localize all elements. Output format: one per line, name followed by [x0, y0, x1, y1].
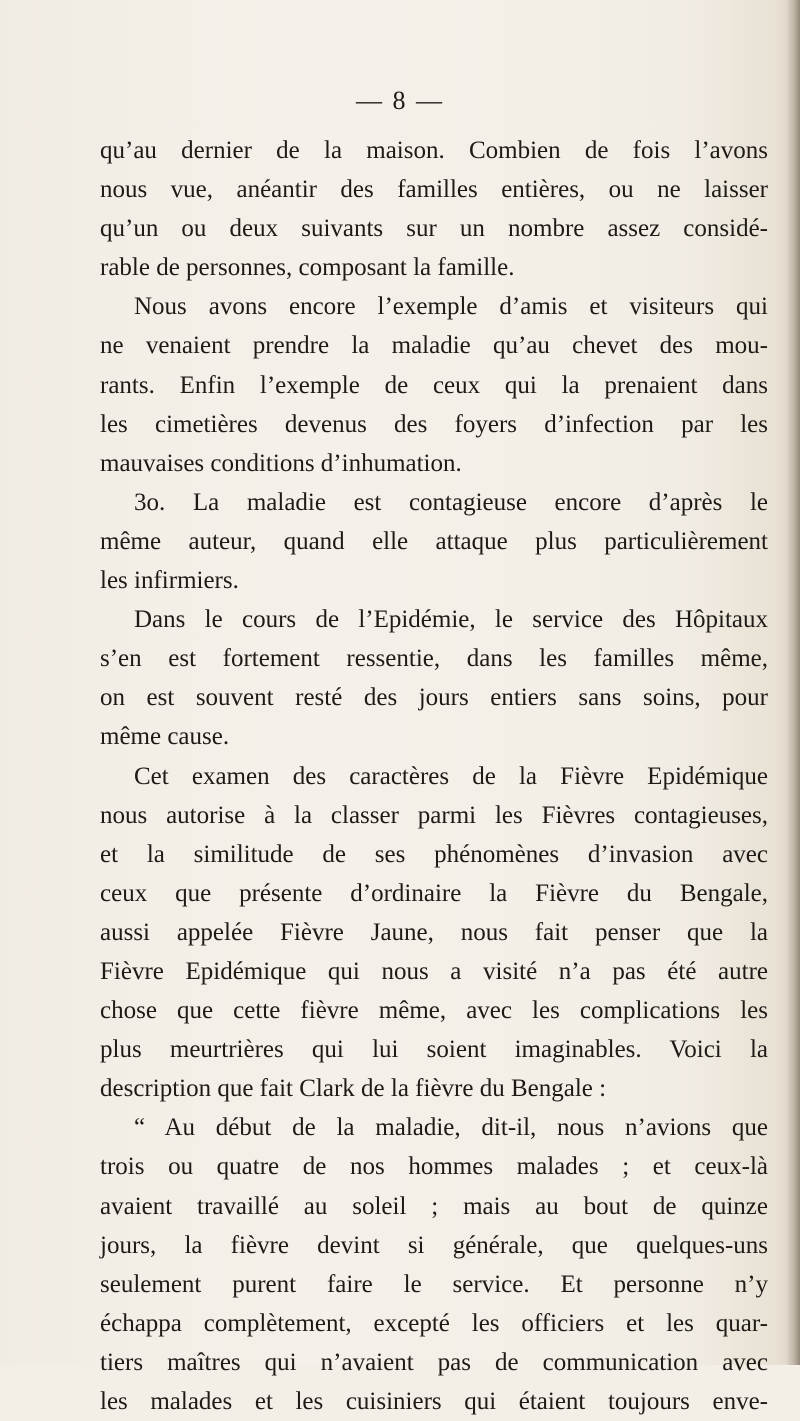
text-line: aussi appelée Fièvre Jaune, nous fait penser que la: [100, 918, 768, 946]
text-line: s’en est fortement ressentie, dans les familles même,: [100, 645, 768, 673]
text-line: nous vue, anéantir des familles entières, ou ne laisser: [100, 176, 768, 204]
text-line: tiers maîtres qui n’avaient pas de communication avec: [100, 1348, 768, 1376]
text-line: Nous avons encore l’exemple d’amis et visiteurs qui: [134, 293, 768, 321]
text-line: mauvaises conditions d’inhumation.: [100, 449, 462, 477]
body-text: [100, 131, 768, 1421]
text-line: Cet examen des caractères de la Fièvre Epidémique: [134, 762, 768, 790]
text-line: avaient travaillé au soleil ; mais au bout de quinze: [100, 1192, 768, 1220]
text-line: Fièvre Epidémique qui nous a visité n’a pas été autre: [100, 957, 768, 985]
text-line: description que fait Clark de la fièvre du Bengale :: [100, 1075, 607, 1103]
text-line: les cimetières devenus des foyers d’infection par les: [100, 410, 768, 438]
text-line: plus meurtrières qui lui soient imaginables. Voici la: [100, 1036, 768, 1064]
text-line: les infirmiers.: [100, 567, 239, 595]
text-line: seulement purent faire le service. Et personne n’y: [100, 1270, 768, 1298]
text-line: qu’au dernier de la maison. Combien de fois l’avons: [100, 137, 768, 164]
text-line: ne venaient prendre la maladie qu’au chevet des mou-: [100, 332, 768, 360]
text-line: “ Au début de la maladie, dit-il, nous n’avions que: [134, 1114, 768, 1142]
text-line: 3o. La maladie est contagieuse encore d’après le: [134, 488, 768, 516]
text-line: Dans le cours de l’Epidémie, le service des Hôpitaux: [134, 606, 768, 634]
text-line: on est souvent resté des jours entiers sans soins, pour: [100, 684, 768, 712]
text-line: même cause.: [100, 723, 230, 751]
text-line: chose que cette fièvre même, avec les complications les: [100, 997, 768, 1025]
text-line: ceux que présente d’ordinaire la Fièvre du Bengale,: [100, 879, 768, 907]
text-line: jours, la fièvre devint si générale, que quelques-uns: [100, 1231, 768, 1259]
text-line: et la similitude de ses phénomènes d’invasion avec: [100, 840, 768, 868]
text-line: rable de personnes, composant la famille.: [100, 254, 515, 282]
text-line: les malades et les cuisiniers qui étaient toujours enve-: [100, 1388, 768, 1415]
text-line: qu’un ou deux suivants sur un nombre assez considé-: [100, 215, 768, 243]
page-number: — 8 —: [356, 86, 444, 115]
text-line: rants. Enfin l’exemple de ceux qui la prenaient dans: [100, 371, 768, 399]
page-edge-shadow: [786, 0, 800, 1365]
text-line: nous autorise à la classer parmi les Fièvres contagieuses,: [100, 801, 768, 829]
text-line: trois ou quatre de nos hommes malades ; et ceux-là: [100, 1153, 768, 1181]
text-line: échappa complètement, excepté les officiers et les quar-: [100, 1309, 768, 1337]
text-line: même auteur, quand elle attaque plus particulièrement: [100, 527, 768, 555]
